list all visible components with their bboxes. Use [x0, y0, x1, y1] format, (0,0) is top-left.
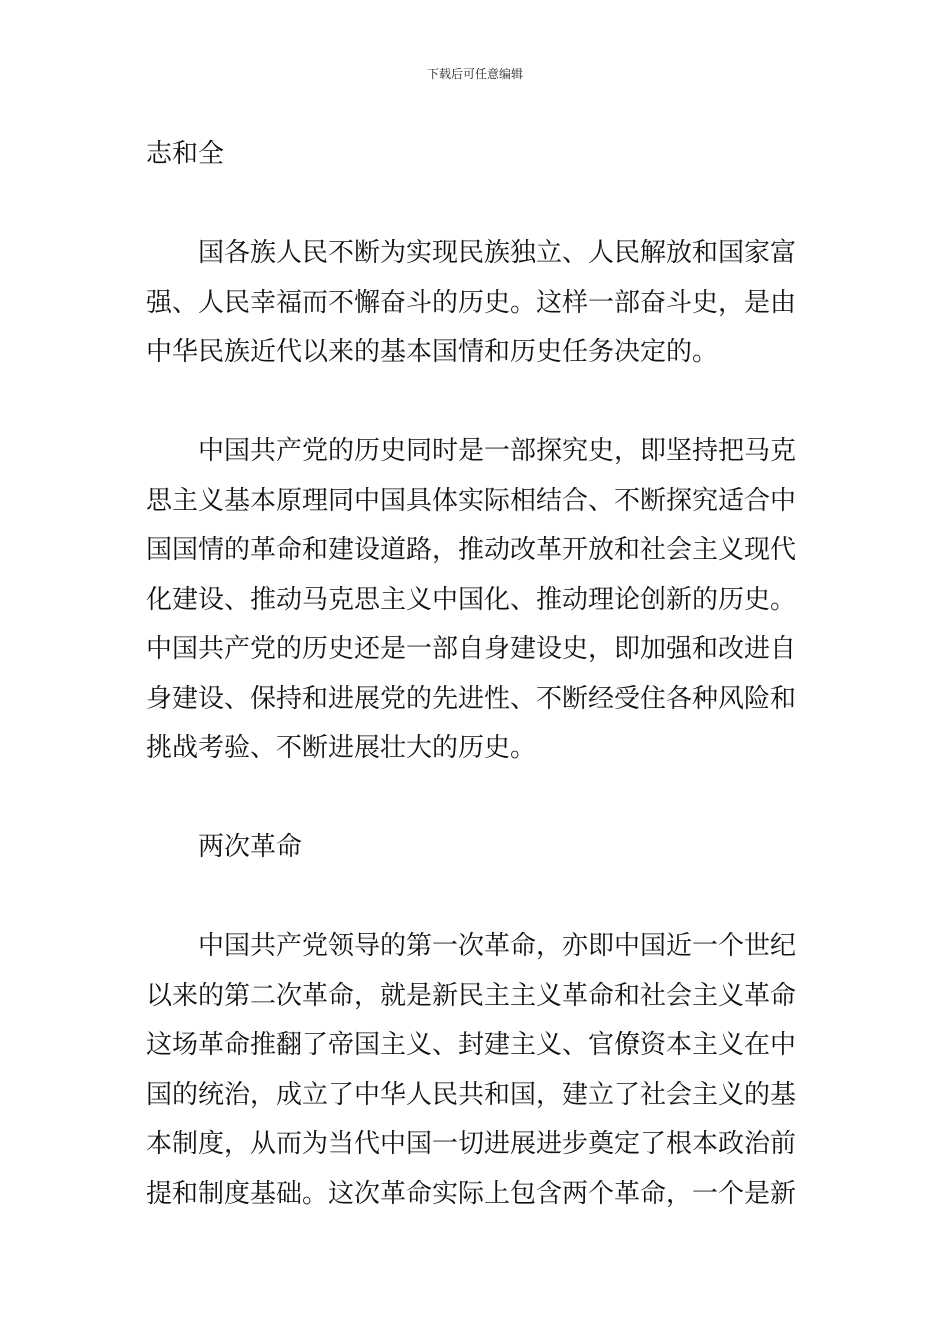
- paragraph-line: 强、人民幸福而不懈奋斗的历史。这样一部奋斗史，是由: [146, 287, 797, 318]
- paragraph-gap: [146, 180, 806, 230]
- document-body: [146, 130, 806, 1219]
- paragraph-line: 中华民族近代以来的基本国情和历史任务决定的。: [146, 337, 719, 367]
- paragraph-line: 提和制度基础。这次革命实际上包含两个革命，一个是新: [146, 1178, 797, 1209]
- paragraph-line: 国国情的革命和建设道路，推动改革开放和社会主义现代: [146, 535, 797, 565]
- paragraph-line: 中国共产党的历史还是一部自身建设史，即加强和改进自: [146, 634, 797, 664]
- paragraph-line: 国的统治，成立了中华人民共和国，建立了社会主义的基: [146, 1079, 797, 1110]
- paragraph-line: 以来的第二次革命，就是新民主主义革命和社会主义革命: [146, 980, 797, 1011]
- paragraph-gap: [146, 873, 806, 923]
- paragraph-line: 中国共产党的历史同时是一部探究史，即坚持把马克: [198, 436, 797, 466]
- paragraph-line: 化建设、推动马克思主义中国化、推动理论创新的历史。: [146, 584, 797, 615]
- paragraph-line: 本制度，从而为当代中国一切进展进步奠定了根本政治前: [146, 1129, 797, 1159]
- text-line-continuation: 志和全: [146, 139, 225, 169]
- paragraph-gap: [146, 774, 806, 824]
- paragraph-line: 身建设、保持和进展党的先进性、不断经受住各种风险和: [146, 683, 797, 714]
- paragraph-line: 挑战考验、不断进展壮大的历史。: [146, 733, 537, 763]
- paragraph-line: 中国共产党领导的第一次革命，亦即中国近一个世纪: [198, 931, 797, 961]
- paragraph-gap: [146, 378, 806, 428]
- section-heading: 两次革命: [198, 832, 303, 862]
- paragraph-3: [146, 922, 806, 1219]
- paragraph-2: [146, 427, 806, 774]
- paragraph-line: 思主义基本原理同中国具体实际相结合、不断探究适合中: [146, 485, 797, 516]
- page-header-note: 下载后可任意编辑: [426, 67, 523, 81]
- paragraph-line: 国各族人民不断为实现民族独立、人民解放和国家富: [198, 238, 797, 268]
- paragraph-line: 这场革命推翻了帝国主义、封建主义、官僚资本主义在中: [146, 1030, 797, 1060]
- paragraph-1: [146, 229, 806, 378]
